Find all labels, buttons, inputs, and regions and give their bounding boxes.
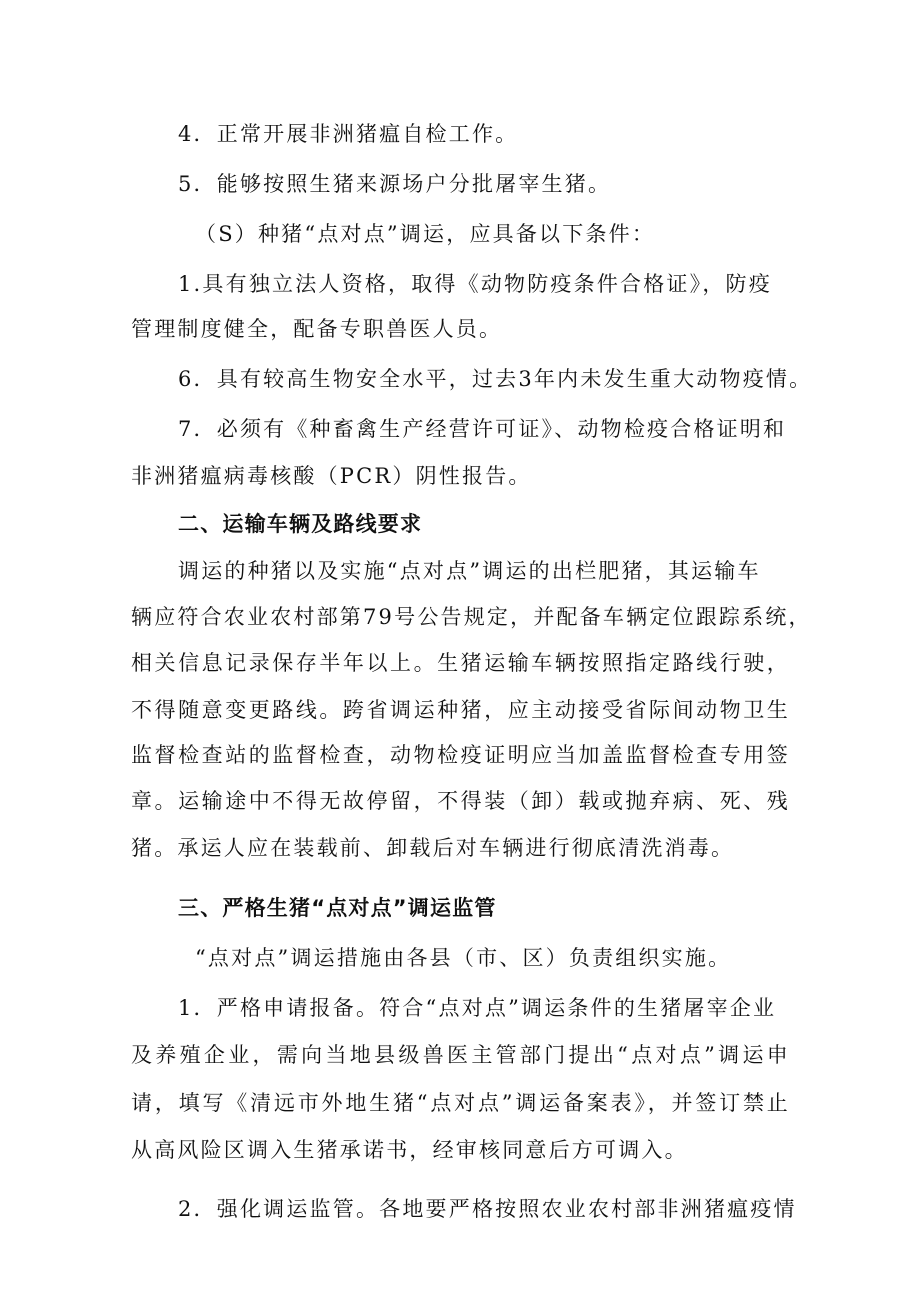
paragraph-line: 请，填写《清远市外地生猪“点对点”调运备案表》，并签订禁止 bbox=[131, 1091, 790, 1115]
paragraph-line: 辆应符合农业农村部第79号公告规定，并配备车辆定位跟踪系统， bbox=[131, 605, 812, 629]
paragraph-line: 监督检查站的监督检查，动物检疫证明应当加盖监督检查专用签 bbox=[131, 743, 790, 767]
section-heading: 三、严格生猪“点对点”调运监管 bbox=[178, 896, 497, 920]
paragraph-line: 及养殖企业，需向当地县级兽医主管部门提出“点对点”调运申 bbox=[131, 1043, 790, 1067]
paragraph-line: 调运的种猪以及实施“点对点”调运的出栏肥猪，其运输车 bbox=[178, 559, 761, 583]
paragraph-line: 5．能够按照生猪来源场户分批屠宰生猪。 bbox=[178, 172, 612, 196]
paragraph-line: 1.具有独立法人资格，取得《动物防疫条件合格证》，防疫 bbox=[178, 272, 772, 296]
paragraph-line: 章。运输途中不得无故停留，不得装（卸）载或抛弃病、死、残 bbox=[131, 789, 790, 813]
paragraph-line: 非洲猪瘟病毒核酸（PCR）阴性报告。 bbox=[131, 464, 532, 488]
section-heading: 二、运输车辆及路线要求 bbox=[178, 512, 423, 536]
paragraph-line: 相关信息记录保存半年以上。生猪运输车辆按照指定路线行驶， bbox=[131, 651, 790, 675]
paragraph-line: 从高风险区调入生猪承诺书，经审核同意后方可调入。 bbox=[131, 1138, 688, 1162]
paragraph-line: 6．具有较高生物安全水平，过去3年内未发生重大动物疫情。 bbox=[178, 367, 813, 391]
paragraph-line: 管理制度健全，配备专职兽医人员。 bbox=[131, 317, 503, 341]
paragraph-line: “点对点”调运措施由各县（市、区）负责组织实施。 bbox=[195, 946, 732, 970]
paragraph-line: 2．强化调运监管。各地要严格按照农业农村部非洲猪瘟疫情 bbox=[178, 1197, 797, 1221]
paragraph-line: 1．严格申请报备。符合“点对点”调运条件的生猪屠宰企业 bbox=[178, 996, 777, 1020]
paragraph-line: 4．正常开展非洲猪瘟自检工作。 bbox=[178, 122, 519, 146]
paragraph-line: 7．必须有《种畜禽生产经营许可证》、动物检疫合格证明和 bbox=[178, 417, 787, 441]
paragraph-line: 猪。承运人应在装载前、卸载后对车辆进行彻底清洗消毒。 bbox=[131, 836, 735, 860]
paragraph-line: 不得随意变更路线。跨省调运种猪，应主动接受省际间动物卫生 bbox=[131, 698, 790, 722]
paragraph-line: （S）种猪“点对点”调运，应具备以下条件： bbox=[195, 222, 656, 246]
